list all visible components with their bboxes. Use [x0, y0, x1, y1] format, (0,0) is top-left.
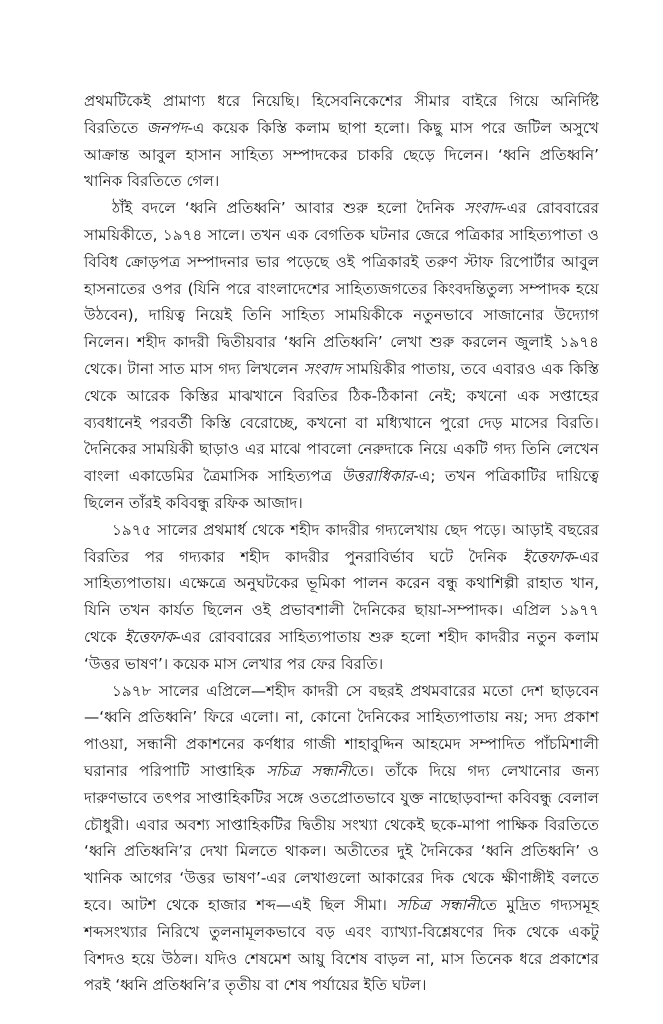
paragraph-1: [84, 88, 599, 195]
paragraph-text: ঠাঁই বদলে ‘ধ্বনি প্রতিধ্বনি’ আবার শুরু হলো দৈনিক: [112, 199, 464, 218]
paragraph-text: -এর রোববারের সাময়িকীতে, ১৯৭৪ সালে। তখন এক বেগতিক ঘটনার জেরে পত্রিকার সাহিত্যপাতা ও বিবিধ ক্রোড়পত্র সম্পাদনার ভার পড়েছে ওই পত্রিকারই তরুণ স্টাফ রিপোর্টার আবুল হাসনাতের ওপর (যিনি পরে বাংলাদেশের সাহিত্যজগতের কিংবদন্তিতুল্য সম্পাদক হয়ে উঠবেন), দায়িত্ব নিয়েই তিনি সাহিত্য সাময়িকীকে নতুনভাবে সাজানোর উদ্যোগ নিলেন। শহীদ কাদরী দ্বিতীয়বার ‘ধ্বনি প্রতিধ্বনি’ লেখা শুরু করলেন জুলাই ১৯৭৪ থেকে। টানা সাত মাস গদ্য লিখলেন: [84, 199, 599, 378]
periodical-name: জনপদ: [146, 118, 188, 137]
paragraph-text: -এর সাহিত্যপাতায়। এক্ষেত্রে অনুঘটকের ভূমিকা পালন করেন বন্ধু কথাশিল্পী রাহাত খান, যিনি তখন কার্যত ছিলেন ওই প্রভাবশালী দৈনিকের ছায়া-সম্পাদক। এপ্রিল ১৯৭৭ থেকে: [84, 547, 599, 646]
paragraph-text: -এ কয়েক কিস্তি কলাম ছাপা হলো। কিছু মাস পরে জটিল অসুখে আক্রান্ত আবুল হাসান সাহিত্য সম্পাদকের চাকরি ছেড়ে দিলেন। ‘ধ্বনি প্রতিধ্বনি’ খানিক বিরতিতে গেল।: [84, 118, 599, 191]
periodical-name: সংবাদ: [463, 199, 502, 218]
paragraph-4: [84, 678, 599, 1000]
paragraph-text: সাময়িকীর পাতায়, তবে এবারও এক কিস্তি থেকে আরেক কিস্তির মাঝখানে বিরতির ঠিক-ঠিকানা নেই; কখনো এক সপ্তাহের ব্যবধানেই পরবর্তী কিস্তি বেরোচ্ছে, কখনো বা মধ্যিখানে পুরো দেড় মাসের বিরতি। দৈনিকের সাময়িকী ছাড়াও এর মাঝে পাবলো নেরুদাকে নিয়ে একটি গদ্য তিনি লেখেন বাংলা একাডেমির ত্রৈমাসিক সাহিত্যপত্র: [84, 359, 599, 486]
periodical-name: সংবাদ: [303, 359, 341, 378]
periodical-name: ইত্তেফাক: [124, 627, 176, 646]
paragraph-text: ১৯৭৫ সালের প্রথমার্ধ থেকে শহীদ কাদরীর গদ্যলেখায় ছেদ পড়ে। আড়াই বছরের বিরতির পর গদ্যকার শহীদ কাদরীর পুনরাবির্ভাব ঘটে দৈনিক: [84, 520, 599, 566]
periodical-name: সচিত্র সন্ধানী: [266, 761, 351, 780]
paragraph-text: -এর রোববারের সাহিত্যপাতায় শুরু হলো শহীদ কাদরীর নতুন কলাম ‘উত্তর ভাষণ’। কয়েক মাস লেখার পর ফের বিরতি।: [84, 627, 599, 673]
periodical-name: ইত্তেফাক: [522, 547, 574, 566]
paragraph-text: -এ; তখন পত্রিকাটির দায়িত্বে ছিলেন তাঁরই কবিবন্ধু রফিক আজাদ।: [84, 467, 600, 512]
paragraph-text: ১৯৭৮ সালের এপ্রিলে—শহীদ কাদরী সে বছরই প্রথমবারের মতো দেশ ছাড়বেন—‘ধ্বনি প্রতিধ্বনি’ ফিরে এলো। না, কোনো দৈনিকের সাহিত্যপাতায় নয়; সদ্য প্রকাশ পাওয়া, সন্ধানী প্রকাশনের কর্ণধার গাজী শাহাবুদ্দিন আহমেদ সম্পাদিত পাঁচমিশালী ঘরানার পরিপাটি সাপ্তাহিক: [84, 681, 599, 780]
paragraph-text: তে মুদ্রিত গদ্যসমূহ শব্দসংখ্যার নিরিখে তুলনামূলকভাবে বড় এবং ব্যাখ্যা-বিশ্লেষণের দিক থেকে একটু বিশদও হয়ে উঠল। যদিও শেষমেশ আয়ু বিশেষ বাড়ল না, মাস তিনেক ধরে প্রকাশের পরই ‘ধ্বনি প্রতিধ্বনি’র তৃতীয় বা শেষ পর্যায়ের ইতি ঘটল।: [84, 895, 600, 995]
periodical-name: উত্তরাধিকার: [341, 467, 414, 486]
paragraph-text: প্রথমটিকেই প্রামাণ্য ধরে নিয়েছি। হিসেবনিকেশের সীমার বাইরে গিয়ে অনির্দিষ্ট বিরতিতে: [84, 92, 599, 137]
periodical-name: সচিত্র সন্ধানী: [396, 895, 480, 914]
paragraph-2: [84, 195, 599, 517]
paragraph-text: তে। তাঁকে দিয়ে গদ্য লেখানোর জন্য দারুণভাবে তৎপর সাপ্তাহিকটির সঙ্গে ওতপ্রোতভাবে যুক্ত নাছোড়বান্দা কবিবন্ধু বেলাল চৌধুরী। এবার অবশ্য সাপ্তাহিকটির দ্বিতীয় সংখ্যা থেকেই ছকে-মাপা পাক্ষিক বিরতিতে ‘ধ্বনি প্রতিধ্বনি’র দেখা মিলতে থাকল। অতীতের দুই দৈনিকের ‘ধ্বনি প্রতিধ্বনি’ ও খানিক আগের ‘উত্তর ভাষণ’-এর লেখাগুলো আকারের দিক থেকে ক্ষীণাঙ্গীই বলতে হবে। আটশ থেকে হাজার শব্দ—এই ছিল সীমা।: [84, 761, 599, 914]
paragraph-3: [84, 517, 599, 678]
